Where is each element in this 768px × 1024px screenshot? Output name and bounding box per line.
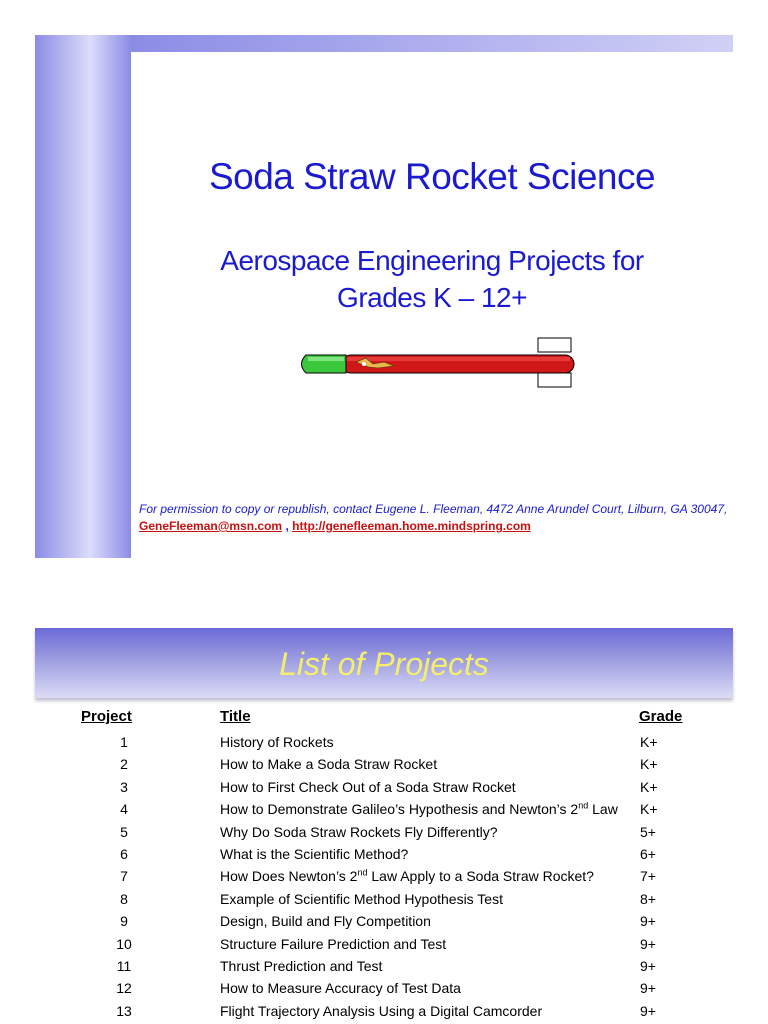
project-title: How Does Newton’s 2nd Law Apply to a Soda Straw Rocket? — [220, 867, 594, 885]
rocket-illustration — [298, 337, 583, 393]
table-row — [0, 1002, 768, 1024]
project-number: 2 — [120, 756, 128, 773]
project-grade: 7+ — [640, 868, 656, 885]
project-number: 13 — [116, 1002, 132, 1019]
rocket-top-fin — [538, 338, 571, 352]
project-grade: 8+ — [640, 890, 656, 907]
projects-table — [0, 733, 768, 1024]
contact-links — [139, 519, 531, 533]
project-title: Example of Scientific Method Hypothesis Test — [220, 890, 503, 907]
table-row — [0, 935, 768, 957]
table-row — [0, 823, 768, 845]
table-row — [0, 957, 768, 979]
project-grade: 9+ — [640, 913, 656, 930]
rocket-bottom-fin — [538, 373, 571, 387]
slide-title: Soda Straw Rocket Science — [208, 156, 656, 197]
link-separator: , — [285, 519, 289, 533]
project-title: Structure Failure Prediction and Test — [220, 935, 447, 952]
project-grade: K+ — [640, 801, 658, 818]
project-grade: 9+ — [640, 957, 656, 974]
project-number: 4 — [120, 801, 128, 818]
project-title: How to Demonstrate Galileo’s Hypothesis and Newton’s 2nd Law — [220, 800, 618, 818]
project-grade: 9+ — [640, 1002, 656, 1019]
list-slide-header — [35, 628, 733, 698]
permission-notice: For permission to copy or republish, contact Eugene L. Fleeman, 4472 Anne Arundel Court, Lilburn, GA 30047, — [139, 502, 728, 516]
project-grade: K+ — [640, 778, 658, 795]
project-number: 12 — [116, 980, 132, 997]
table-row — [0, 867, 768, 889]
project-title: Design, Build and Fly Competition — [220, 913, 431, 930]
table-row — [0, 755, 768, 777]
project-number: 8 — [120, 890, 128, 907]
table-row — [0, 778, 768, 800]
project-title: Why Do Soda Straw Rockets Fly Differently? — [220, 823, 498, 840]
table-row — [0, 845, 768, 867]
subtitle-line-1: Aerospace Engineering Projects for — [220, 245, 644, 276]
project-number: 11 — [116, 957, 132, 974]
email-link[interactable]: GeneFleeman@msn.com — [139, 519, 283, 533]
title-slide-panel — [131, 52, 733, 558]
project-number: 5 — [120, 823, 128, 840]
project-title: What is the Scientific Method? — [220, 845, 409, 862]
project-grade: K+ — [640, 756, 658, 773]
project-title: How to First Check Out of a Soda Straw Rocket — [220, 778, 516, 795]
project-title: History of Rockets — [220, 734, 334, 750]
table-row — [0, 979, 768, 1001]
table-row — [0, 800, 768, 822]
project-grade: 5+ — [640, 823, 656, 840]
table-row — [0, 912, 768, 934]
title-slide — [35, 35, 733, 558]
project-number: 10 — [116, 935, 132, 952]
project-number: 9 — [120, 913, 128, 930]
table-row — [0, 890, 768, 912]
table-row — [0, 733, 768, 755]
project-number: 6 — [120, 845, 128, 862]
project-title: Flight Trajectory Analysis Using a Digital Camcorder — [220, 1002, 543, 1019]
project-title: How to Make a Soda Straw Rocket — [220, 756, 438, 773]
project-title: Thrust Prediction and Test — [220, 957, 383, 974]
slide-top-band — [131, 35, 733, 52]
project-number: 3 — [120, 778, 128, 795]
project-grade: 9+ — [640, 980, 656, 997]
project-title: How to Measure Accuracy of Test Data — [220, 980, 461, 997]
column-header-title: Title — [220, 708, 251, 725]
column-header-grade: Grade — [639, 708, 683, 725]
website-link[interactable]: http://genefleeman.home.mindspring.com — [292, 519, 531, 533]
project-grade: 6+ — [640, 845, 656, 862]
project-number: 1 — [120, 734, 128, 750]
column-header-project: Project — [81, 708, 132, 725]
slide-subtitle — [131, 242, 733, 316]
list-title: List of Projects — [279, 646, 489, 682]
subtitle-line-2: Grades K – 12+ — [337, 282, 527, 313]
project-number: 7 — [120, 868, 128, 885]
project-grade: 9+ — [640, 935, 656, 952]
project-grade: K+ — [640, 734, 658, 750]
